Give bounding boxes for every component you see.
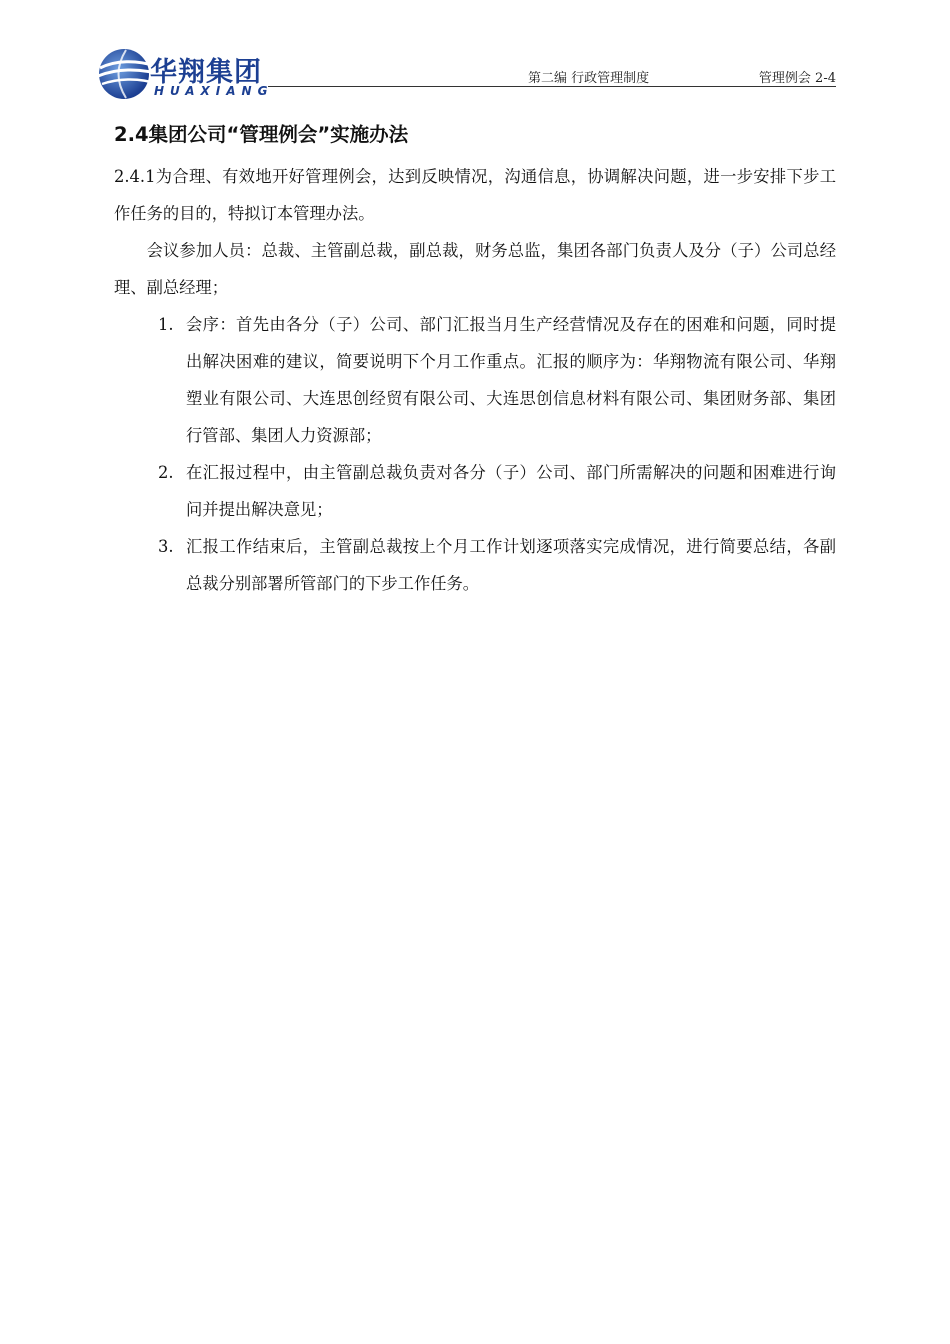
list-item-text: 在汇报过程中，由主管副总裁负责对各分（子）公司、部门所需解决的问题和困难进行询问并提出解决意见； xyxy=(186,463,836,519)
list-item-text: 汇报工作结束后，主管副总裁按上个月工作计划逐项落实完成情况，进行简要总结，各副总裁分别部署所管部门的下步工作任务。 xyxy=(186,537,836,593)
list-item-number: 1. xyxy=(158,315,174,334)
clause-number: 2.4.1 xyxy=(114,167,156,186)
list-item xyxy=(114,528,836,602)
list-item-text: 会序：首先由各分（子）公司、部门汇报当月生产经营情况及存在的困难和问题，同时提出解决困难的建议，简要说明下个月工作重点。汇报的顺序为：华翔物流有限公司、华翔塑业有限公司、大连思创经贸有限公司、大连思创信息材料有限公司、集团财务部、集团行管部、集团人力资源部； xyxy=(186,315,836,445)
procedure-list xyxy=(114,306,836,602)
paragraph-purpose xyxy=(114,158,836,232)
list-item xyxy=(114,454,836,528)
document-body xyxy=(114,118,836,602)
header-divider xyxy=(268,86,836,87)
list-item-number: 3. xyxy=(158,537,174,556)
paragraph-attendees: 会议参加人员：总裁、主管副总裁，副总裁，财务总监，集团各部门负责人及分（子）公司总经理、副总经理； xyxy=(114,241,836,297)
clause-text: 为合理、有效地开好管理例会，达到反映情况，沟通信息，协调解决问题，进一步安排下步工作任务的目的，特拟订本管理办法。 xyxy=(114,167,836,223)
header-section: 管理例会 2-4 xyxy=(758,71,836,86)
document-title: 2.4集团公司“管理例会”实施办法 xyxy=(114,123,409,146)
page-header xyxy=(96,40,836,110)
logo-chinese-name: 华翔集团 xyxy=(150,57,262,88)
list-item xyxy=(114,306,836,454)
logo-english-name: HUAXIANG xyxy=(154,84,274,98)
list-item-number: 2. xyxy=(158,463,174,482)
header-chapter: 第二编 行政管理制度 xyxy=(528,71,650,86)
